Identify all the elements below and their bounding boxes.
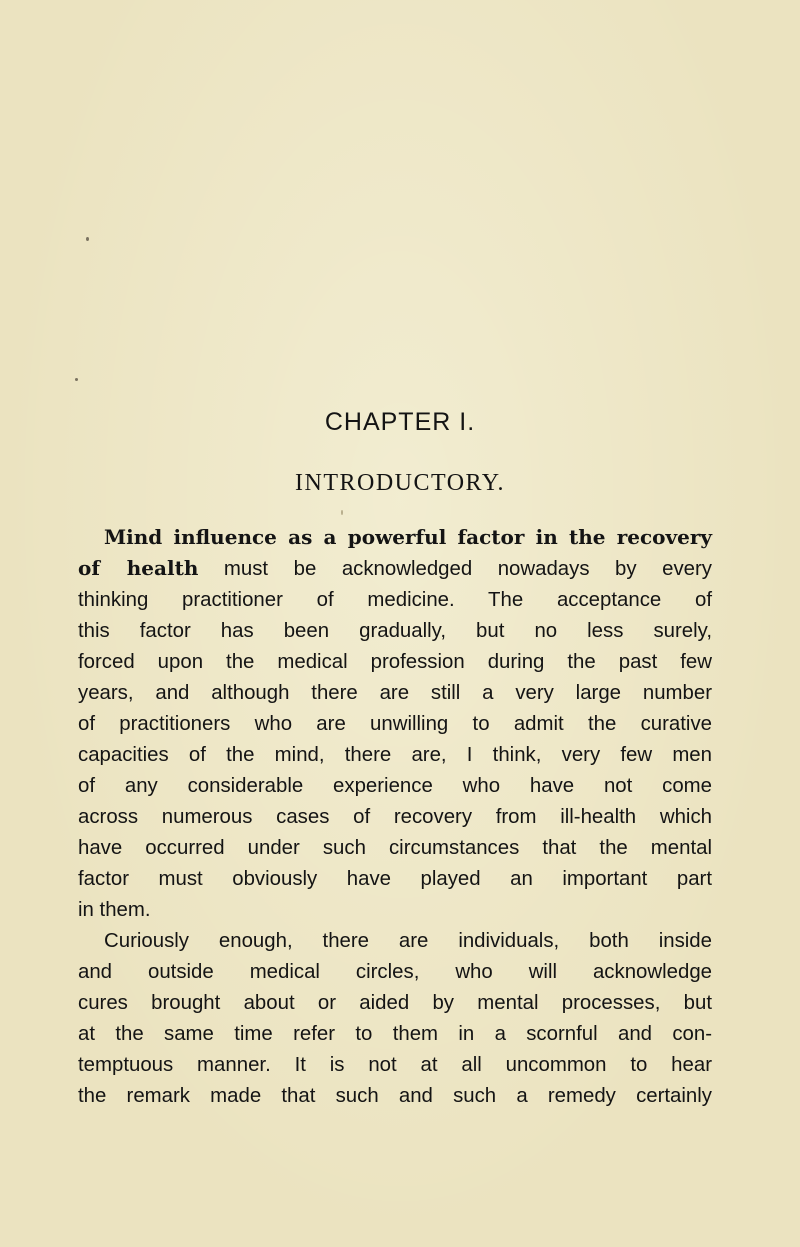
chapter-heading: CHAPTER I. [324, 408, 476, 436]
text-line: in them. [78, 899, 151, 921]
text-line: factor must obviously have played an important part [78, 868, 712, 890]
text-line: at the same time refer to them in a scornful and con- [78, 1023, 712, 1045]
text-line: this factor has been gradually, but no less surely, [78, 620, 712, 642]
text-line: of practitioners who are unwilling to admit the curative [78, 713, 712, 735]
text-line: across numerous cases of recovery from ill-health which [78, 806, 712, 828]
lead-line: Mind influence as a powerful factor in the recovery [104, 525, 712, 549]
text-line: Curiously enough, there are individuals, both inside [104, 930, 712, 952]
text-line: cures brought about or aided by mental processes, but [78, 992, 712, 1014]
text-line [78, 553, 712, 585]
paper-speck [86, 237, 89, 241]
body-text [78, 522, 712, 1112]
text-line: of any considerable experience who have not come [78, 775, 712, 797]
text-line: years, and although there are still a very large number [78, 682, 712, 704]
chapter-title: INTRODUCTORY. [295, 470, 505, 496]
paper-speck [341, 510, 343, 515]
text-line: capacities of the mind, there are, I think, very few men [78, 744, 712, 766]
lead-phrase: of health [78, 556, 199, 580]
paper-speck [75, 378, 78, 381]
text-line: thinking practitioner of medicine. The acceptance of [78, 589, 712, 611]
text-line: forced upon the medical profession during the past few [78, 651, 712, 673]
text-line: the remark made that such and such a remedy certainly [78, 1085, 712, 1107]
text-line: and outside medical circles, who will acknowledge [78, 961, 712, 983]
text-fragment: must be acknowledged nowadays by every [198, 558, 712, 580]
text-line: have occurred under such circumstances that the mental [78, 837, 712, 859]
text-line: temptuous manner. It is not at all uncommon to hear [78, 1054, 712, 1076]
